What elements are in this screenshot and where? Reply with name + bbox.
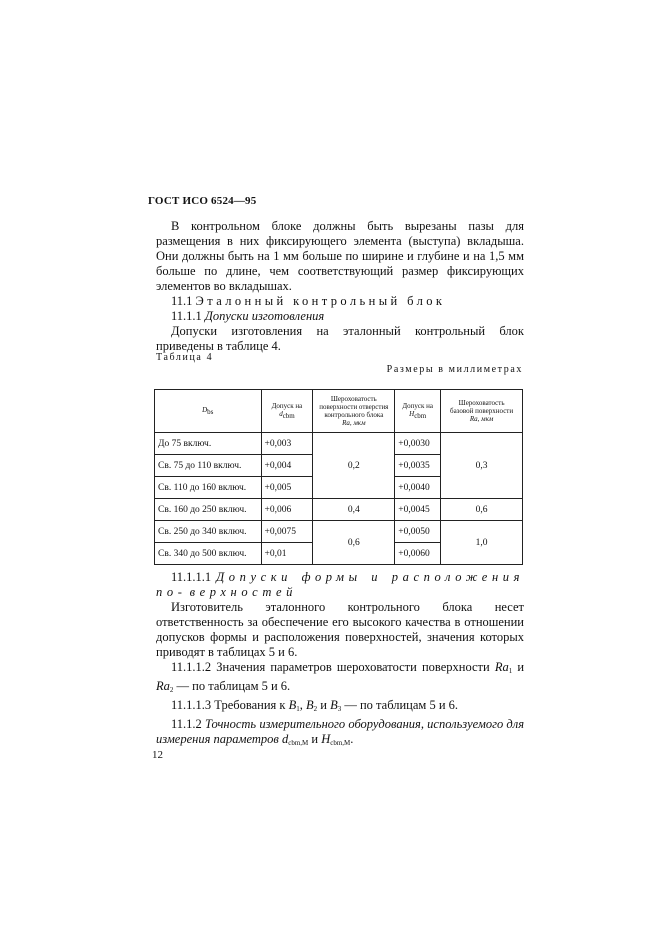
header-tol-d: Допуск на $d_{cbm}$ bbox=[261, 390, 313, 433]
row-tol-h: +0,0045 bbox=[395, 499, 441, 521]
row-tol-h: +0,0030 bbox=[395, 433, 441, 455]
row-tol-h: +0,0050 bbox=[395, 521, 441, 543]
table-row bbox=[155, 499, 523, 521]
row-range: Св. 110 до 160 включ. bbox=[155, 477, 262, 499]
row-range: Св. 250 до 340 включ. bbox=[155, 521, 262, 543]
row-range: Св. 340 до 500 включ. bbox=[155, 543, 262, 565]
row-tol-d: +0,006 bbox=[261, 499, 313, 521]
row-tol-d: +0,0075 bbox=[261, 521, 313, 543]
section-11-1-1-3: 11.1.1.3 Требования к $B_1$, $B_2$ и $B_3$ — по таблицам 5 и 6. bbox=[171, 698, 459, 713]
roughness-base-group2: 0,6 bbox=[441, 499, 523, 521]
roughness-hole-group3: 0,6 bbox=[313, 521, 395, 565]
row-tol-h: +0,0035 bbox=[395, 455, 441, 477]
document-header: ГОСТ ИСО 6524—95 bbox=[148, 195, 257, 207]
row-range: До 75 включ. bbox=[155, 433, 262, 455]
row-tol-h: +0,0040 bbox=[395, 477, 441, 499]
section-11-1-1-1 bbox=[156, 570, 524, 751]
header-tol-h: Допуск на $H_{cbm}$ bbox=[395, 390, 441, 433]
row-tol-d: +0,004 bbox=[261, 455, 313, 477]
row-tol-d: +0,003 bbox=[261, 433, 313, 455]
roughness-hole-group2: 0,4 bbox=[313, 499, 395, 521]
intro-paragraph: В контрольном блоке должны быть вырезаны пазы для размещения в них фиксирующего элемента (выступа) вкладыша. Они должны быть на 1 мм больше по ширине и глубине и на 1,5 мм больше по длине, чем соответствующий размер фиксирующих элементов во вкладышах. 11.1 Эталонный контрольный блок 11.1.1 Допуски изготовления Допуски изготовления на эталонный контрольный блок приведены в таблице 4. bbox=[156, 219, 524, 353]
manufacturer-paragraph: Изготовитель эталонного контрольного блока несет ответственность за обеспечение его высокого качества в отношении допусков формы и расположения поверхностей, значения которых приводят в таблицах 5 и 6. bbox=[156, 600, 524, 659]
section-11-1-1-heading: 11.1.1 Допуски изготовления bbox=[171, 309, 325, 323]
tolerance-paragraph: Допуски изготовления на эталонный контрольный блок приведены в таблице 4. bbox=[156, 324, 524, 353]
roughness-hole-group1: 0,2 bbox=[313, 433, 395, 499]
table-label: Таблица 4 bbox=[156, 352, 214, 363]
section-11-1-heading: 11.1 Эталонный контрольный блок bbox=[171, 294, 446, 308]
row-range: Св. 160 до 250 включ. bbox=[155, 499, 262, 521]
row-tol-d: +0,01 bbox=[261, 543, 313, 565]
page-number: 12 bbox=[152, 749, 163, 761]
section-11-1-1-2: 11.1.1.2 Значения параметров шероховатости поверхности $Ra_1$ и $Ra_2$ — по таблицам 5 и 6. bbox=[156, 660, 525, 694]
roughness-base-group1: 0,3 bbox=[441, 433, 523, 499]
roughness-base-group3: 1,0 bbox=[441, 521, 523, 565]
row-tol-d: +0,005 bbox=[261, 477, 313, 499]
header-dbs: $D_{bs}$ bbox=[155, 390, 262, 433]
table-row bbox=[155, 521, 523, 543]
row-tol-h: +0,0060 bbox=[395, 543, 441, 565]
table-units: Размеры в миллиметрах bbox=[386, 364, 523, 375]
row-range: Св. 75 до 110 включ. bbox=[155, 455, 262, 477]
header-roughness-hole: Шероховатость поверхности отверстия контрольного блока Ra, мкм bbox=[313, 390, 395, 433]
tolerance-table bbox=[154, 389, 523, 565]
table-row bbox=[155, 433, 523, 455]
section-11-1-1-1-heading: 11.1.1.1 Допуски формы и расположения по- верхностей bbox=[156, 570, 524, 599]
table-header-row bbox=[155, 390, 523, 433]
section-11-1-2: 11.1.2 Точность измерительного оборудования, используемого для измерения параметров $d_{cbm,M}$ и $H_{cbm,M}$. bbox=[156, 717, 525, 747]
header-roughness-base: Шероховатость базовой поверхности Ra, мкм bbox=[441, 390, 523, 433]
